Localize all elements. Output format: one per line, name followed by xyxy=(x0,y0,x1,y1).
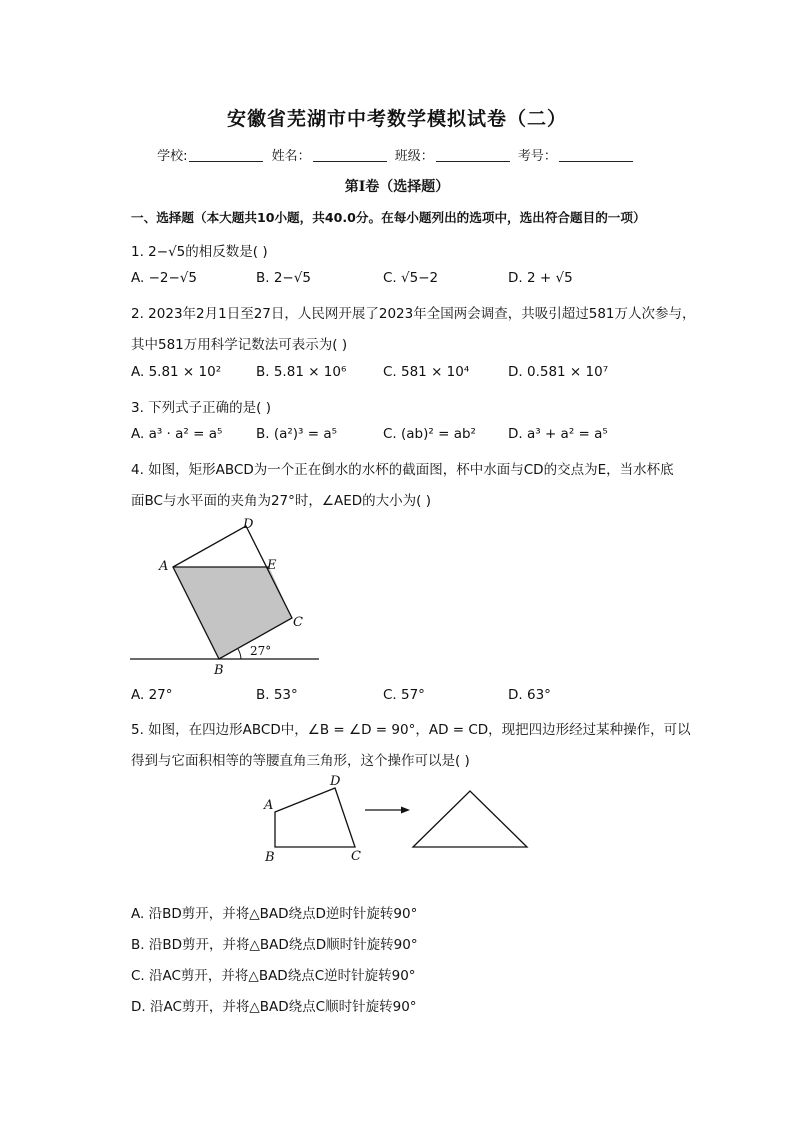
exam-title: 安徽省芜湖市中考数学模拟试卷（二） xyxy=(226,108,567,130)
class-label: 班级： xyxy=(394,149,434,164)
q3-option-d: D. a³ + a² = a⁵ xyxy=(508,426,608,442)
q1-option-c: C. √5−2 xyxy=(383,270,439,286)
question-2-line-2: 其中581万用科学记数法可表示为( ) xyxy=(131,337,348,353)
q1-option-b: B. 2−√5 xyxy=(256,270,311,286)
q5-option-a: A. 沿BD剪开，并将△BAD绕点D逆时针旋转90° xyxy=(131,906,418,922)
label-e: E xyxy=(267,558,277,573)
q1-option-a: A. −2−√5 xyxy=(131,270,197,286)
name-label: 姓名： xyxy=(271,149,311,164)
water-region xyxy=(173,567,292,659)
class-blank xyxy=(436,149,510,162)
question-1: 1. 2−√5的相反数是( ) xyxy=(131,244,268,260)
cup-rectangle-figure xyxy=(125,512,325,682)
q2-option-b: B. 5.81 × 10⁶ xyxy=(256,364,347,380)
q4-option-a: A. 27° xyxy=(131,687,173,703)
q5-label-a: A xyxy=(264,798,274,813)
section-instruction: 一、选择题（本大题共10小题，共40.0分。在每小题列出的选项中，选出符合题目的一项） xyxy=(131,210,646,225)
q4-option-b: B. 53° xyxy=(256,687,298,703)
label-c: C xyxy=(293,615,303,630)
section-heading: 第Ⅰ卷（选择题） xyxy=(344,179,450,195)
school-label: 学校: xyxy=(157,149,188,164)
school-blank xyxy=(189,149,263,162)
student-info-line xyxy=(0,145,794,164)
question-4-line-1: 4. 如图，矩形ABCD为一个正在倒水的水杯的截面图，杯中水面与CD的交点为E，当水杯底 xyxy=(131,462,674,478)
q2-option-c: C. 581 × 10⁴ xyxy=(383,364,470,380)
q2-option-a: A. 5.81 × 10² xyxy=(131,364,222,380)
question-5-line-1: 5. 如图，在四边形ABCD中，∠B = ∠D = 90°，AD = CD，现把四边形经过某种操作，可以 xyxy=(131,722,691,738)
angle-arc xyxy=(238,649,241,659)
q4-option-c: C. 57° xyxy=(383,687,425,703)
q3-option-c: C. (ab)² = ab² xyxy=(383,426,476,442)
question-3: 3. 下列式子正确的是( ) xyxy=(131,400,271,416)
label-d: D xyxy=(243,517,254,532)
quadrilateral-transform-figure xyxy=(255,772,535,867)
name-blank xyxy=(313,149,387,162)
q5-label-c: C xyxy=(351,849,361,864)
q3-option-b: B. (a²)³ = a⁵ xyxy=(256,426,338,442)
q5-option-d: D. 沿AC剪开，并将△BAD绕点C顺时针旋转90° xyxy=(131,999,417,1015)
label-a: A xyxy=(159,559,169,574)
q3-option-a: A. a³ · a² = a⁵ xyxy=(131,426,223,442)
exam-number-label: 考号： xyxy=(517,149,557,164)
label-b: B xyxy=(214,663,224,678)
q5-option-c: C. 沿AC剪开，并将△BAD绕点C逆时针旋转90° xyxy=(131,968,416,984)
q2-option-d: D. 0.581 × 10⁷ xyxy=(508,364,609,380)
q5-label-b: B xyxy=(265,850,275,865)
arrow-right-icon xyxy=(401,807,410,814)
exam-number-blank xyxy=(559,149,633,162)
question-5-line-2: 得到与它面积相等的等腰直角三角形，这个操作可以是( ) xyxy=(131,753,470,769)
angle-label: 27° xyxy=(250,644,272,658)
question-2-line-1: 2. 2023年2月1日至27日，人民网开展了2023年全国两会调查，共吸引超过581万人次参与， xyxy=(131,306,696,322)
q1-option-d: D. 2 + √5 xyxy=(508,270,573,286)
q4-option-d: D. 63° xyxy=(508,687,551,703)
quadrilateral-abcd xyxy=(275,788,355,847)
question-4-line-2: 面BC与水平面的夹角为27°时，∠AED的大小为( ) xyxy=(131,493,431,509)
q5-label-d: D xyxy=(330,774,341,789)
isosceles-right-triangle xyxy=(413,791,527,847)
q5-option-b: B. 沿BD剪开，并将△BAD绕点D顺时针旋转90° xyxy=(131,937,418,953)
